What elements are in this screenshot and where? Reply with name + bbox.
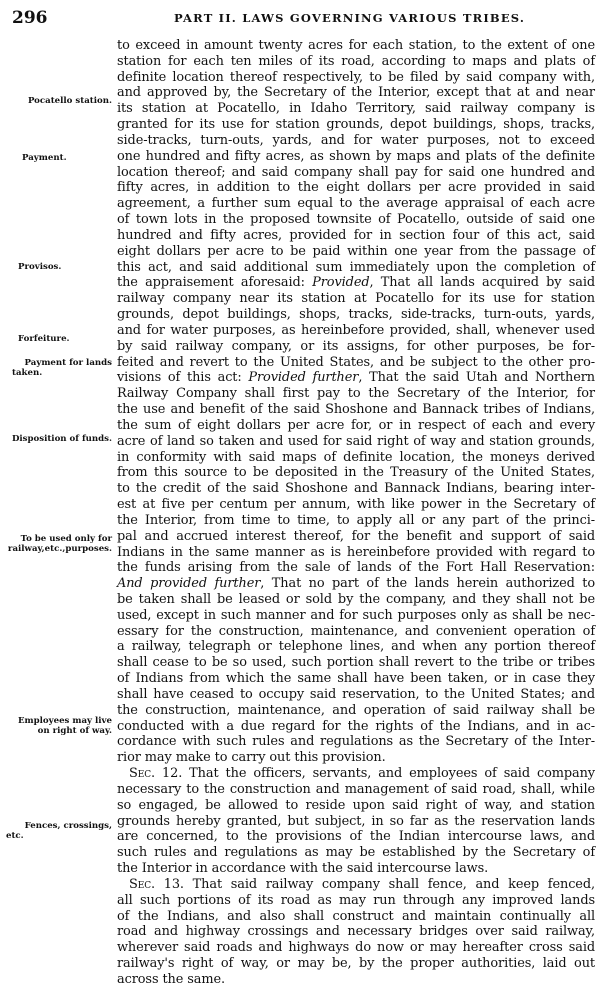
margin-note-line: Employees may live bbox=[17, 716, 112, 726]
text-line: station for each ten miles of its road, according to maps and plats of bbox=[117, 53, 595, 69]
text-line: And provided further, That no part of the lands herein authorized to bbox=[117, 576, 596, 592]
text-line: be taken shall be leased or sold by the company, and they shall not be bbox=[117, 591, 595, 607]
section-13-start: Sec. 13. That said railway company shall fence, and keep fenced, bbox=[129, 876, 595, 892]
text-line: road and highway crossings and necessary bridges over said railway, bbox=[117, 924, 595, 940]
text-line: granted for its use for station grounds, depot buildings, shops, tracks, bbox=[117, 117, 595, 133]
text-line: and for water purposes, as hereinbefore provided, shall, whenever used bbox=[117, 322, 595, 338]
text-line: the Interior, from time to time, to apply all or any part of the princi- bbox=[117, 512, 595, 528]
text-line: such rules and regulations as may be established by the Secretary of bbox=[117, 845, 595, 861]
text-line: and approved by, the Secretary of the Interior, except that at and near bbox=[117, 85, 595, 101]
text-line: cordance with such rules and regulations as the Secretary of the Inter- bbox=[117, 734, 595, 750]
text-line: shall cease to be so used, such portion shall revert to the tribe or tribes bbox=[117, 655, 595, 671]
text-line: the construction, maintenance, and operation of said railway shall be bbox=[117, 702, 595, 718]
margin-note-line: taken. bbox=[12, 368, 43, 378]
page-header bbox=[12, 8, 588, 30]
text-line: essary for the construction, maintenance, and convenient operation of bbox=[117, 623, 595, 639]
text-line: one hundred and fifty acres, as shown by maps and plats of the definite bbox=[117, 148, 595, 164]
text-line: railway's right of way, or may be, by the proper authorities, laid out bbox=[117, 956, 595, 972]
text-line: the use and benefit of the said Shoshone and Bannack tribes of Indians, bbox=[117, 402, 595, 418]
text-line: wherever said roads and highways do now or may hereafter cross said bbox=[117, 940, 595, 956]
text-line: location thereof; and said company shall pay for said one hundred and bbox=[117, 164, 595, 180]
text-line: of town lots in the proposed townsite of Pocatello, outside of said one bbox=[117, 212, 595, 228]
text-line: all such portions of its road as may run through any improved lands bbox=[117, 892, 595, 908]
text-line: across the same. bbox=[117, 971, 226, 987]
text-line: this act, and said additional sum immediately upon the completion of bbox=[117, 259, 595, 275]
margin-note-line: Provisos. bbox=[18, 262, 62, 272]
text-line: railway company near its station at Pocatello for its use for station bbox=[117, 291, 595, 307]
text-line: Railway Company shall first pay to the Secretary of the Interior, for bbox=[117, 386, 595, 402]
text-line: agreement, a further sum equal to the average appraisal of each acre bbox=[117, 196, 595, 212]
margin-note-line: To be used only for bbox=[20, 534, 112, 544]
text-line: conducted with a due regard for the rights of the Indians, and in ac- bbox=[117, 718, 595, 734]
text-line: fifty acres, in addition to the eight dollars per acre provided in said bbox=[117, 180, 595, 196]
text-line: eight dollars per acre to be paid within one year from the passage of bbox=[117, 243, 595, 259]
margin-note-pocatello-station bbox=[0, 96, 112, 106]
text-line: of Indians from which the same shall have been taken, or in case they bbox=[117, 671, 595, 687]
margin-note-line: Payment. bbox=[22, 153, 67, 163]
text-line: pal and accrued interest thereof, for the benefit and support of said bbox=[117, 528, 595, 544]
margin-note-line: etc. bbox=[6, 831, 24, 841]
text-line: used, except in such manner and for such purposes only as shall be nec- bbox=[117, 607, 595, 623]
text-line: acre of land so taken and used for said right of way and station grounds, bbox=[117, 433, 595, 449]
text-line: est at five per centum per annum, with like power in the Secretary of bbox=[117, 497, 595, 513]
text-line: are concerned, to the provisions of the Indian intercourse laws, and bbox=[117, 829, 595, 845]
text-line: definite location thereof respectively, to be filed by said company with, bbox=[117, 69, 595, 85]
text-line: to exceed in amount twenty acres for each station, to the extent of one bbox=[117, 38, 595, 53]
page-number: 296 bbox=[12, 8, 48, 28]
margin-note-line: on right of way. bbox=[37, 726, 112, 736]
text-line: to the credit of the said Shoshone and Bannack Indians, bearing inter- bbox=[117, 481, 595, 497]
margin-note-railway-purposes bbox=[0, 534, 112, 554]
margin-note-line: Payment for lands bbox=[24, 358, 112, 368]
margin-note-line: Pocatello station. bbox=[27, 96, 112, 106]
text-line: from this source to be deposited in the Treasury of the United States, bbox=[117, 465, 595, 481]
text-line: shall have ceased to occupy said reservation, to the United States; and bbox=[117, 686, 595, 702]
margin-note-forfeiture bbox=[18, 334, 130, 344]
text-line: the sum of eight dollars per acre for, or in respect of each and every bbox=[117, 417, 595, 433]
text-line: side-tracks, turn-outs, yards, and for water purposes, not to exceed bbox=[117, 132, 595, 148]
text-line: feited and revert to the United States, and be subject to the other pro- bbox=[117, 354, 595, 370]
text-line: in conformity with said maps of definite location, the moneys derived bbox=[117, 449, 595, 465]
margin-note-payment-for-lands bbox=[0, 358, 112, 378]
margin-note-employees bbox=[0, 716, 112, 736]
text-line: the funds arising from the sale of lands of the Fort Hall Reservation: bbox=[117, 560, 595, 576]
body-text bbox=[117, 38, 595, 988]
margin-note-disposition-of-funds bbox=[0, 434, 112, 444]
text-line: its station at Pocatello, in Idaho Territory, said railway company is bbox=[117, 101, 595, 117]
text-line: a railway, telegraph or telephone lines, and when any portion thereof bbox=[117, 639, 595, 655]
text-line: visions of this act: Provided further, That the said Utah and Northern bbox=[117, 370, 596, 386]
text-line: by said railway company, or its assigns, for other purposes, be for- bbox=[117, 338, 595, 354]
text-line: rior may make to carry out this provision. bbox=[117, 750, 386, 766]
text-line: of the Indians, and also shall construct and maintain continually all bbox=[117, 908, 595, 924]
section-12-start: Sec. 12. That the officers, servants, and employees of said company bbox=[129, 766, 595, 782]
text-line: grounds hereby granted, but subject, in so far as the reservation lands bbox=[117, 813, 595, 829]
margin-note-fences-crossings bbox=[0, 821, 112, 841]
text-line: grounds, depot buildings, shops, tracks, side-tracks, turn-outs, yards, bbox=[117, 307, 595, 323]
running-title: PART II. LAWS GOVERNING VARIOUS TRIBES. bbox=[174, 11, 526, 25]
margin-note-line: Disposition of funds. bbox=[11, 434, 112, 444]
text-line: so engaged, be allowed to reside upon said right of way, and station bbox=[117, 797, 595, 813]
margin-note-line: railway,etc.,purposes. bbox=[7, 544, 112, 554]
margin-note-line: Fences, crossings, bbox=[24, 821, 112, 831]
text-line: the Interior in accordance with the said intercourse laws. bbox=[117, 861, 489, 877]
margin-note-provisos bbox=[18, 262, 130, 272]
text-line: Indians in the same manner as is hereinbefore provided with regard to bbox=[117, 544, 595, 560]
text-line: necessary to the construction and management of said road, shall, while bbox=[117, 781, 595, 797]
margin-note-line: Forfeiture. bbox=[18, 334, 70, 344]
text-line: hundred and fifty acres, provided for in section four of this act, said bbox=[117, 227, 595, 243]
text-line: the appraisement aforesaid: Provided, That all lands acquired by said bbox=[117, 275, 595, 291]
